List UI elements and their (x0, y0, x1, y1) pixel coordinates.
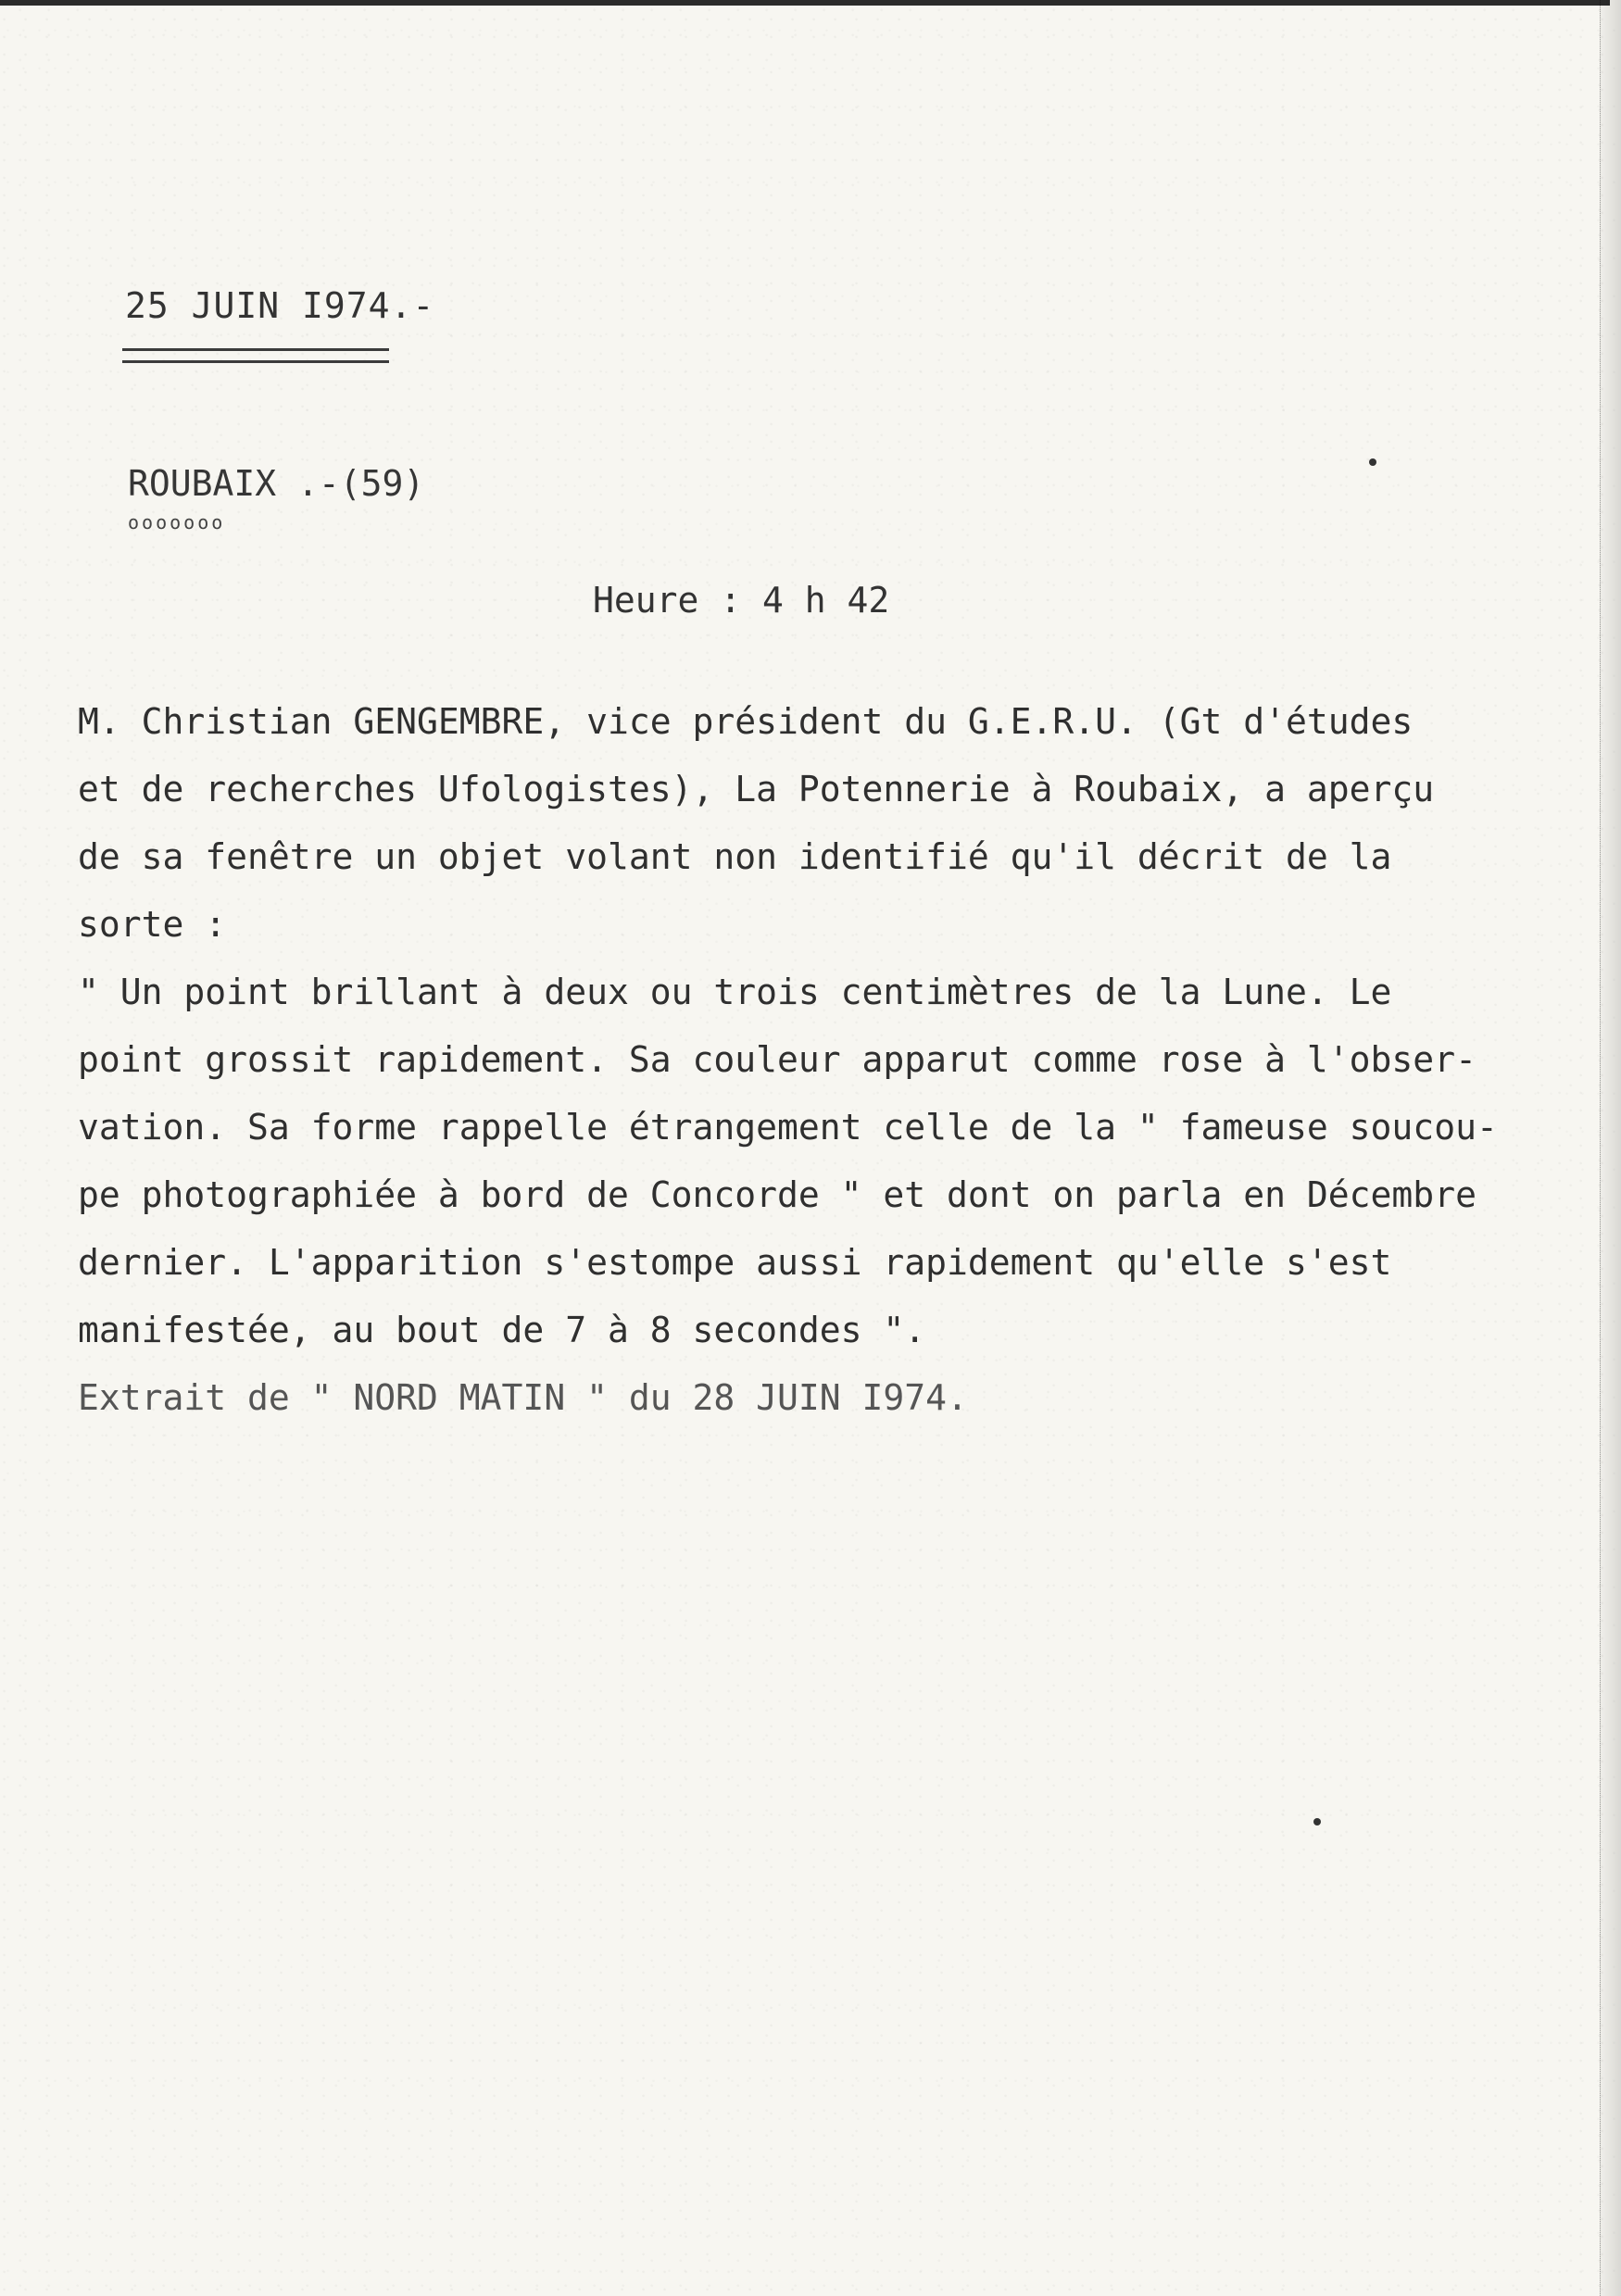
scan-edge (1600, 0, 1621, 2296)
body-line: et de recherches Ufologistes), La Potennerie à Roubaix, a aperçu (78, 769, 1435, 809)
ink-dot (1313, 1818, 1321, 1826)
body-line: sorte : (78, 904, 227, 945)
place-heading: ROUBAIX .-(59) (128, 463, 425, 504)
top-border-rule (0, 0, 1610, 6)
body-line: vation. Sa forme rappelle étrangement celle de la " fameuse soucou- (78, 1107, 1498, 1148)
body-line: point grossit rapidement. Sa couleur apparut comme rose à l'obser- (78, 1039, 1476, 1080)
report-body (78, 688, 1578, 1432)
place-underline-marker: ooooooo (128, 511, 226, 533)
time-line: Heure : 4 h 42 (593, 580, 890, 621)
body-line: de sa fenêtre un objet volant non identifié qu'il décrit de la (78, 836, 1392, 877)
body-line: " Un point brillant à deux ou trois centimètres de la Lune. Le (78, 972, 1392, 1012)
body-line: manifestée, au bout de 7 à 8 secondes ". (78, 1310, 926, 1350)
body-line: M. Christian GENGEMBRE, vice président du G.E.R.U. (Gt d'études (78, 701, 1414, 742)
body-line: dernier. L'apparition s'estompe aussi rapidement qu'elle s'est (78, 1242, 1392, 1283)
ink-dot (1369, 458, 1376, 466)
source-citation: Extrait de " NORD MATIN " du 28 JUIN I974. (78, 1377, 968, 1418)
body-line: pe photographiée à bord de Concorde " et dont on parla en Décembre (78, 1174, 1476, 1215)
date-double-underline (122, 348, 389, 363)
date-heading: 25 JUIN I974.- (125, 285, 435, 326)
